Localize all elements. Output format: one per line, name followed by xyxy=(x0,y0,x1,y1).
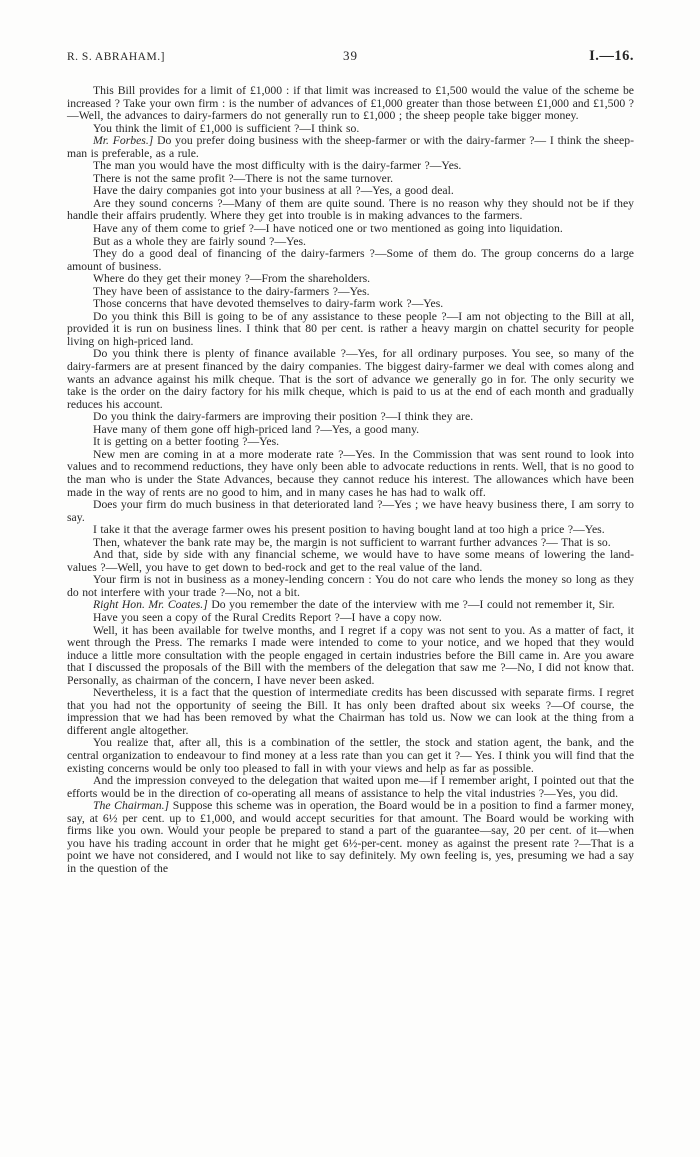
paragraph: Does your firm do much business in that deteriorated land ?—Yes ; we have heavy business there, I am sorry to say. xyxy=(67,498,634,524)
witness-name: R. S. ABRAHAM.] xyxy=(67,51,165,63)
paragraph: It is getting on a better footing ?—Yes. xyxy=(93,435,280,449)
paragraph: You realize that, after all, this is a combination of the settler, the stock and station agent, the bank, and the central organization to endeavour to find money at a less rate than you can get it ?— Yes. I think you will find that the existing concerns would be only too pleased to fall in with your views and help as far as possible. xyxy=(67,736,634,775)
speaker-label: Right Hon. Mr. Coates.] xyxy=(93,598,212,612)
paragraph: Where do they get their money ?—From the shareholders. xyxy=(93,272,371,286)
paper-number: I.—16. xyxy=(589,48,634,64)
paragraph: Do you think there is plenty of finance available ?—Yes, for all ordinary purposes. You see, so many of the dairy-farmers are at present financed by the dairy companies. The biggest dairy-farmer we deal with comes along and wants an advance against his milk cheque. That is the sort of advance we generally go in for. The only security we take is the order on the dairy factory for his milk cheque, which is paid to us at the end of each month and gradually reduces his account. xyxy=(67,347,634,411)
paragraph: Have many of them gone off high-priced land ?—Yes, a good many. xyxy=(93,422,420,436)
paragraph: But as a whole they are fairly sound ?—Yes. xyxy=(93,234,306,248)
running-head xyxy=(67,48,634,65)
paragraph: Have you seen a copy of the Rural Credits Report ?—I have a copy now. xyxy=(93,610,442,624)
paragraph: They have been of assistance to the dairy-farmers ?—Yes. xyxy=(93,284,370,298)
document-page xyxy=(67,48,634,875)
paragraph: Nevertheless, it is a fact that the question of intermediate credits has been discussed with separate firms. I regret that you had not the opportunity of seeing the Bill. It has only been drafted about six weeks ?—Of course, the impression that we had has been removed by what the Chairman has told us. Now we can look at the thing from a different angle altogether. xyxy=(67,686,634,737)
paragraph: Those concerns that have devoted themselves to dairy-farm work ?—Yes. xyxy=(93,297,444,311)
paragraph: Do you think the dairy-farmers are improving their position ?—I think they are. xyxy=(93,410,474,424)
speaker-label: Mr. Forbes.] xyxy=(93,134,158,148)
paragraph: New men are coming in at a more moderate rate ?—Yes. In the Commission that was sent round to look into values and to recommend reductions, they have only been able to advocate reductions in rents. Well, that is no good to the man who is under the State Advances, because they cannot reduce his interest. The allowances which have been made in the way of rents are no good to him, and in many cases he has had to walk off. xyxy=(67,447,634,499)
transcript-body xyxy=(67,85,634,875)
paragraph: Right Hon. Mr. Coates.] Do you remember the date of the interview with me ?—I could not remember it, Sir. xyxy=(93,598,615,612)
paragraph: Well, it has been available for twelve months, and I regret if a copy was not sent to you. As a matter of fact, it went through the Press. The remarks I made were intended to come to your notice, and we hoped that they would induce a little more consultation with the people engaged in certain industries before the Bill came in. Are you aware that I discussed the proposals of the Bill with the members of the delegation that saw me ?—No, I did not know that. Personally, as chairman of the concern, I have never been asked. xyxy=(67,623,634,687)
paragraph: There is not the same profit ?—There is not the same turnover. xyxy=(93,171,393,185)
paragraph: This Bill provides for a limit of £1,000 : if that limit was increased to £1,500 would the value of the scheme be increased ? Take your own firm : is the number of advances of £1,000 greater than those between £1,000 and £1,500 ?—Well, the advances to dairy-farmers do not generally run to £1,000 ; the sheep people take bigger money. xyxy=(67,84,634,123)
paragraph: Your firm is not in business as a money-lending concern : You do not care who lends the money so long as they do not interfere with your trade ?—No, not a bit. xyxy=(67,573,634,599)
paragraph: The Chairman.] Suppose this scheme was in operation, the Board would be in a position to find a farmer money, say, at 6½ per cent. up to £1,000, and would accept securities for that amount. The Board would be working with firms like you own. Would your people be prepared to stand a part of the guarantee—say, 20 per cent. of it—when you have his trading account in order that he might get 6½-per-cent. money as against the present rate ?—That is a point we have not considered, and I would not like to say definitely. My own feeling is, yes, presuming we had a say in the question of the xyxy=(67,799,635,875)
speaker-label: The Chairman.] xyxy=(93,799,173,813)
paragraph: Have the dairy companies got into your business at all ?—Yes, a good deal. xyxy=(93,184,454,198)
paragraph: You think the limit of £1,000 is sufficient ?—I think so. xyxy=(93,121,360,135)
paragraph: Mr. Forbes.] Do you prefer doing business with the sheep-farmer or with the dairy-farmer ?— I think the sheep-man is preferable, as a rule. xyxy=(67,134,634,160)
paragraph: Are they sound concerns ?—Many of them are quite sound. There is no reason why they should not be if they handle their affairs prudently. Where they get into trouble is in making advances to the farmers. xyxy=(67,196,634,223)
page-number: 39 xyxy=(343,48,358,63)
paragraph: Have any of them come to grief ?—I have noticed one or two mentioned as going into liquidation. xyxy=(93,222,563,236)
paragraph: They do a good deal of financing of the dairy-farmers ?—Some of them do. The group concerns do a large amount of business. xyxy=(67,247,634,273)
paragraph: Do you think this Bill is going to be of any assistance to these people ?—I am not objecting to the Bill at all, provided it is run on business lines. I think that 80 per cent. is rather a heavy margin on chattel security for people living on high-priced land. xyxy=(67,309,634,348)
paragraph: I take it that the average farmer owes his present position to having bought land at too high a price ?—Yes. xyxy=(93,523,605,537)
paragraph: The man you would have the most difficulty with is the dairy-farmer ?—Yes. xyxy=(93,159,462,173)
paragraph: Then, whatever the bank rate may be, the margin is not sufficient to warrant further advances ?— That is so. xyxy=(93,535,611,549)
paragraph: And that, side by side with any financial scheme, we would have to have some means of lowering the land-values ?—Well, you have to get down to bed-rock and get to the real value of the land. xyxy=(67,548,634,574)
paragraph: And the impression conveyed to the delegation that waited upon me—if I remember aright, I pointed out that the efforts would be in the direction of co-operating all means of assistance to help the vital industries ?—Yes, you did. xyxy=(67,774,634,800)
